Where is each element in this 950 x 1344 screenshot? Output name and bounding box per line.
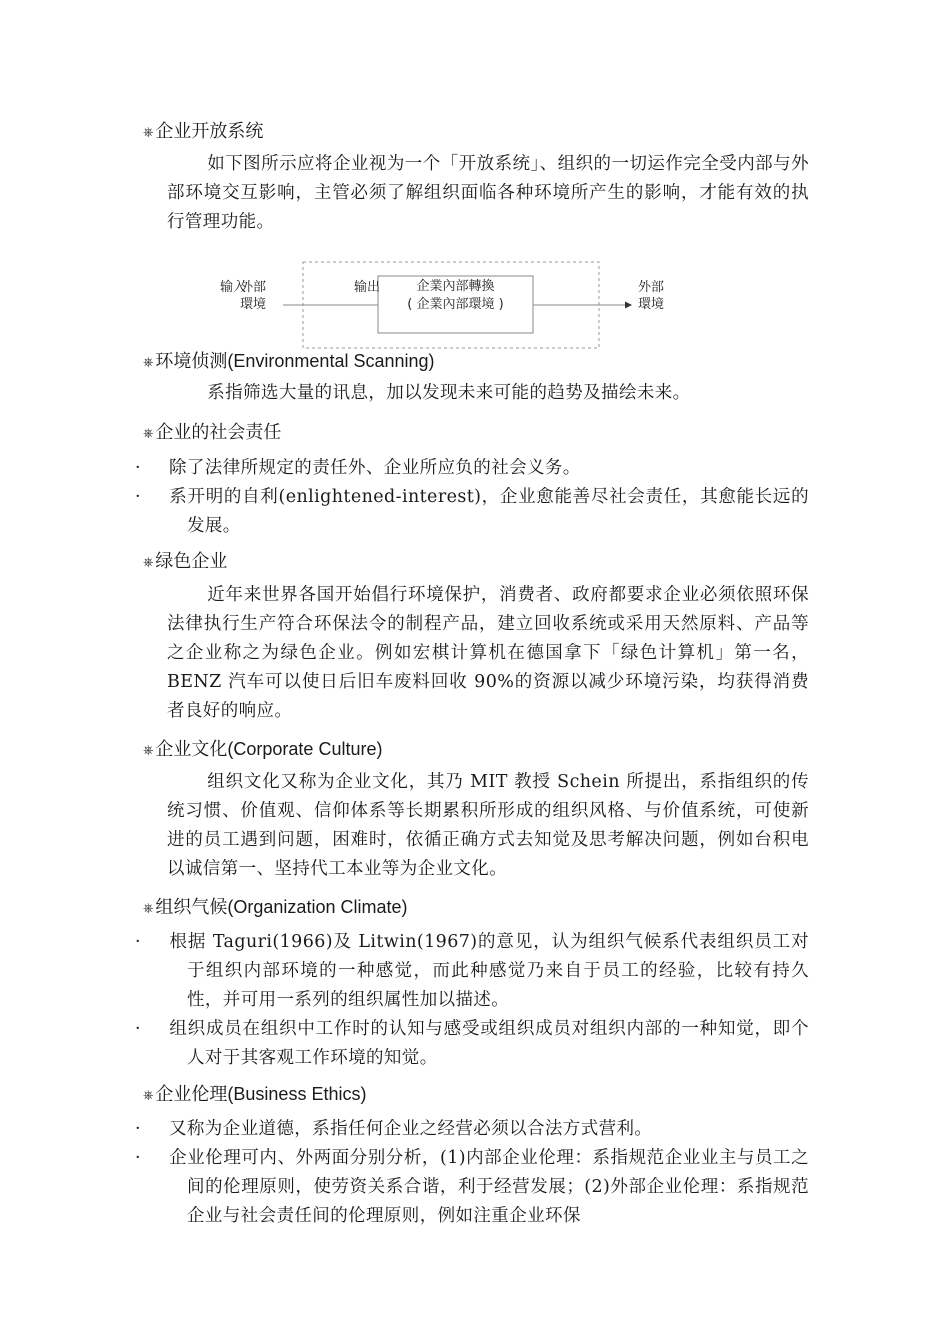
arrow-head-icon: [625, 302, 632, 309]
bullet-dot: ·: [135, 932, 141, 952]
diagram-inner-box-line-2: ( 企業內部環境 ): [407, 297, 504, 312]
bullet-climate-1: [135, 928, 809, 1015]
section-mark-icon: ⎈: [143, 555, 154, 570]
section-title-text: 组织气候: [155, 897, 228, 918]
bullet-dot: ·: [135, 1148, 141, 1168]
bullet-dot: ·: [135, 487, 141, 507]
bullet-ethics-2: [135, 1144, 809, 1231]
bullet-social-resp-2: [135, 483, 809, 541]
bullet-climate-2: [135, 1015, 809, 1073]
paragraph-green: 近年来世界各国开始倡行环境保护，消费者、政府都要求企业必须依照环保法律执行生产符合环保法令的制程产品，建立回收系统或采用天然原料、产品等之企业称之为绿色企业。例如宏棋计算机在德国拿下「绿色计算机」第一名，BENZ 汽车可以使日后旧车废料回收 90%的资源以减少环境污染，均获得消费者良好的响应。: [167, 585, 809, 721]
section-title-culture: [143, 737, 382, 764]
section-title-text: 绿色企业: [155, 551, 228, 572]
section-title-en: (Business Ethics): [227, 1084, 367, 1104]
section-title-climate: [143, 895, 407, 922]
section-title-text: 企业开放系统: [155, 121, 264, 142]
bullet-dot: ·: [135, 1019, 141, 1039]
bullet-text: 根据 Taguri(1966)及 Litwin(1967)的意见，认为组织气候系代表组织员工对于组织内部环境的一种感觉，而此种感觉乃来自于员工的经验，比较有持久性，并可用一系列的组织属性加以描述。: [169, 932, 809, 1010]
section-title-text: 企业的社会责任: [155, 422, 282, 443]
diagram-input-label: 输入: [220, 280, 247, 295]
diagram-outside-env-right-2: 環境: [638, 297, 665, 312]
bullet-dot: ·: [135, 1119, 141, 1139]
section-title-env-scanning: [143, 349, 435, 376]
diagram-inner-box-line-1: 企業內部轉換: [416, 279, 495, 294]
diagram-output-label: 输出: [354, 280, 381, 295]
paragraph-open-system: 如下图所示应将企业视为一个「开放系统」、组织的一切运作完全受内部与外部环境交互影响，主管必须了解组织面临各种环境所产生的影响，才能有效的执行管理功能。: [167, 154, 809, 232]
bullet-text: 除了法律所规定的责任外、企业所应负的社会义务。: [169, 458, 581, 478]
section-mark-icon: ⎈: [143, 743, 154, 758]
section-mark-icon: ⎈: [143, 355, 154, 370]
section-mark-icon: ⎈: [143, 901, 154, 916]
paragraph-culture: 组织文化又称为企业文化，其乃 MIT 教授 Schein 所提出，系指组织的传统习惯、价值观、信仰体系等长期累积所形成的组织风格、与价值系统，可使新进的员工遇到问题，困难时，依循正确方式去知觉及思考解决问题，例如台积电以诚信第一、坚持代工本业等为企业文化。: [167, 772, 809, 879]
bullet-text: 组织成员在组织中工作时的认知与感受或组织成员对组织内部的一种知觉，即个人对于其客观工作环境的知觉。: [169, 1019, 809, 1068]
section-title-green: [143, 550, 227, 576]
bullet-social-resp-1: [135, 454, 809, 483]
section-mark-icon: ⎈: [143, 426, 154, 441]
section-mark-icon: ⎈: [143, 1088, 154, 1103]
diagram-outside-env-left-1: 外部: [240, 280, 267, 295]
bullet-ethics-1: [135, 1115, 809, 1144]
section-mark-icon: ⎈: [143, 125, 154, 140]
bullet-text: 企业伦理可内、外两面分别分析，(1)内部企业伦理：系指规范企业业主与员工之间的伦理原则，使劳资关系合谐，利于经营发展；(2)外部企业伦理：系指规范企业与社会责任间的伦理原则，例如注重企业环保: [169, 1148, 809, 1226]
paragraph-env-scanning: 系指筛选大量的讯息，加以发现未来可能的趋势及描绘未来。: [207, 383, 691, 403]
section-title-text: 企业文化: [155, 739, 228, 760]
section-title-en: (Organization Climate): [227, 897, 408, 917]
bullet-dot: ·: [135, 458, 141, 478]
bullet-text: 系开明的自利(enlightened-interest)，企业愈能善尽社会责任，其愈能长远的发展。: [169, 487, 809, 536]
section-title-open-system: [143, 120, 263, 146]
section-title-ethics: [143, 1082, 366, 1109]
bullet-text: 又称为企业道德，系指任何企业之经营必须以合法方式营利。: [169, 1119, 653, 1139]
section-title-text: 环境侦测: [155, 351, 228, 372]
diagram-outside-env-right-1: 外部: [638, 280, 665, 295]
section-title-en: (Corporate Culture): [227, 739, 383, 759]
diagram-outside-env-left-2: 環境: [240, 297, 267, 312]
section-title-text: 企业伦理: [155, 1084, 228, 1105]
section-title-en: (Environmental Scanning): [227, 351, 435, 371]
open-system-diagram: [200, 258, 700, 353]
section-title-social-resp: [143, 421, 281, 447]
